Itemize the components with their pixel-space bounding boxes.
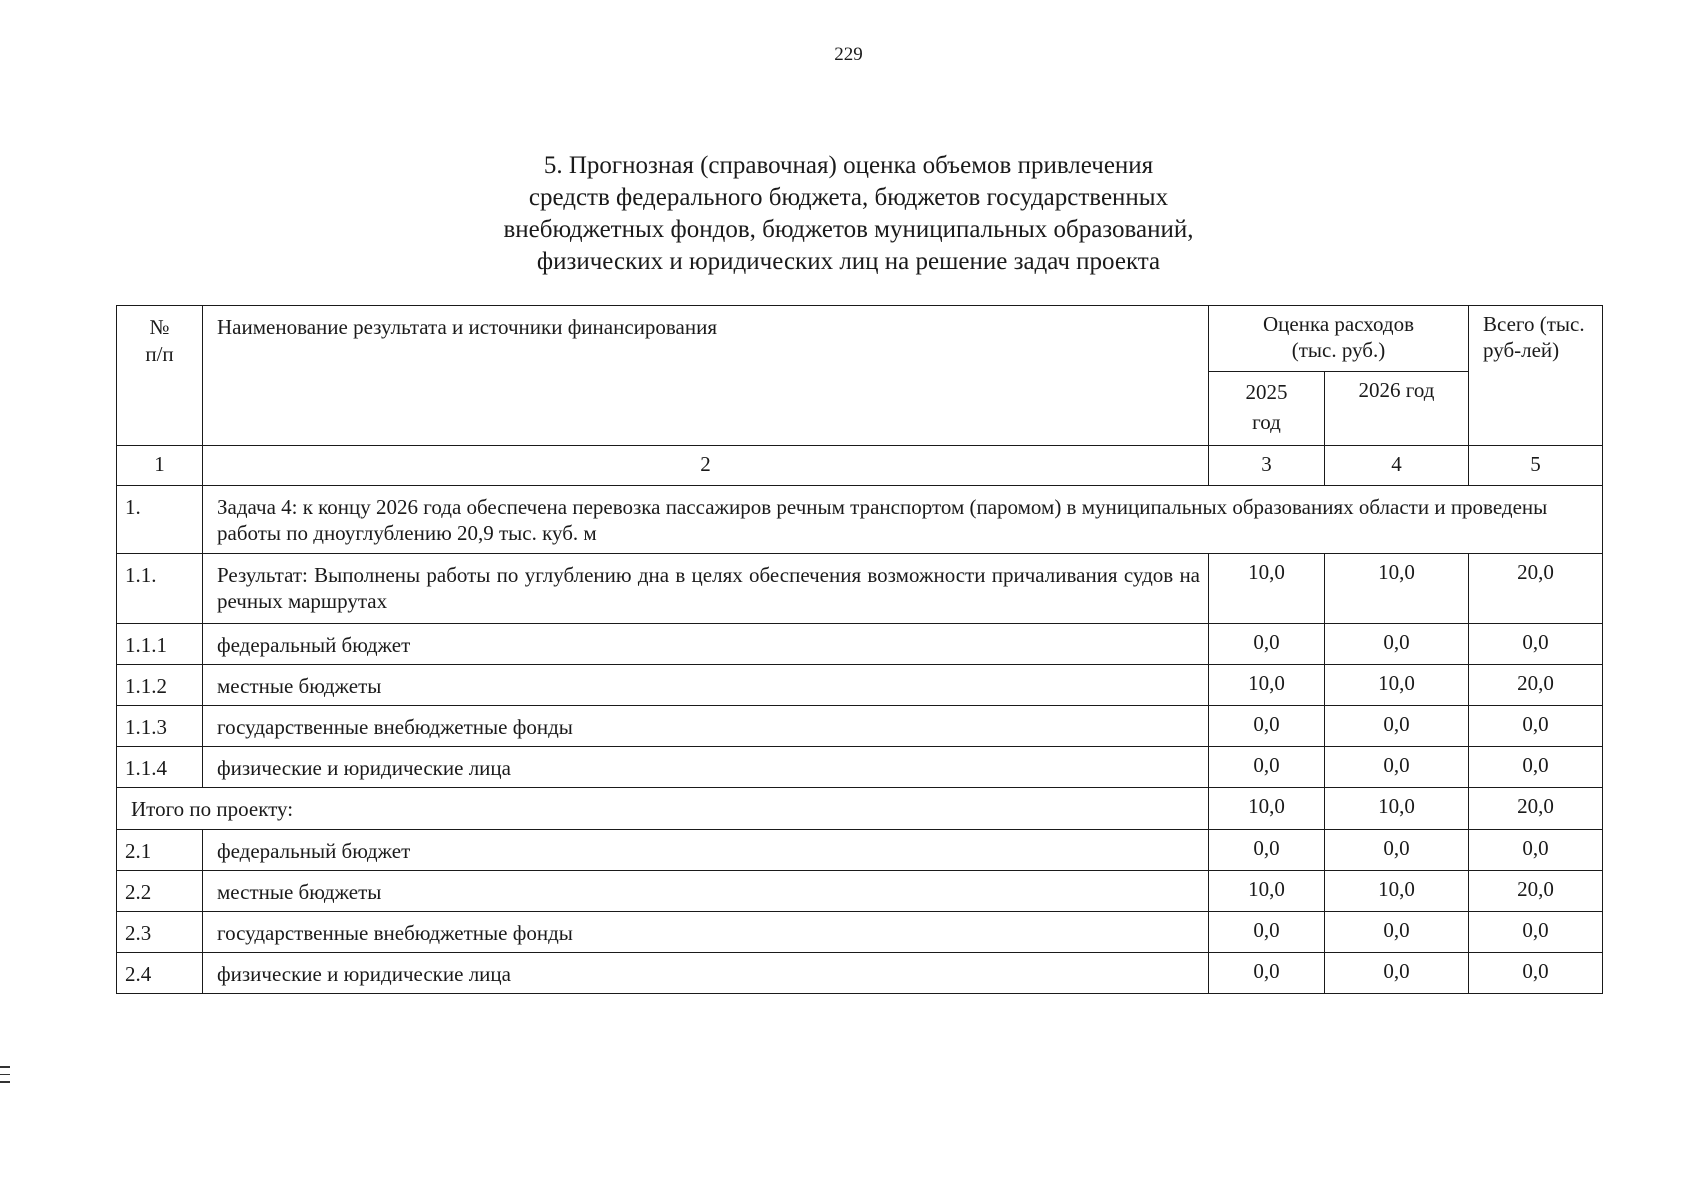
table-row xyxy=(117,953,1603,994)
header-name: Наименование результата и источники финансирования xyxy=(203,306,1209,446)
source-name: местные бюджеты xyxy=(203,665,1209,706)
result-name: Результат: Выполнены работы по углублению дна в целях обеспечения возможности причаливания судов на речных маршрутах xyxy=(203,554,1209,624)
value-2026: 10,0 xyxy=(1325,871,1469,912)
table-row xyxy=(117,665,1603,706)
project-total-row xyxy=(117,788,1603,830)
value-2026: 0,0 xyxy=(1325,706,1469,747)
column-numbers-row xyxy=(117,446,1603,486)
value-total: 0,0 xyxy=(1469,624,1603,665)
column-number: 3 xyxy=(1209,446,1325,486)
source-name: федеральный бюджет xyxy=(203,830,1209,871)
row-number: 2.4 xyxy=(117,953,203,994)
value-total: 20,0 xyxy=(1469,665,1603,706)
header-total: Всего (тыс. руб-лей) xyxy=(1469,306,1603,446)
table-row xyxy=(117,871,1603,912)
source-name: местные бюджеты xyxy=(203,871,1209,912)
source-name: государственные внебюджетные фонды xyxy=(203,912,1209,953)
value-total: 0,0 xyxy=(1469,747,1603,788)
value-2026: 0,0 xyxy=(1325,624,1469,665)
value-2025: 0,0 xyxy=(1209,624,1325,665)
source-name: физические и юридические лица xyxy=(203,747,1209,788)
value-2025: 0,0 xyxy=(1209,830,1325,871)
value-total: 20,0 xyxy=(1469,871,1603,912)
header-num: № п/п xyxy=(117,306,203,446)
value-2025: 10,0 xyxy=(1209,871,1325,912)
value-2026: 0,0 xyxy=(1325,830,1469,871)
value-2026: 10,0 xyxy=(1325,665,1469,706)
row-number: 1.1.1 xyxy=(117,624,203,665)
row-number: 1.1.2 xyxy=(117,665,203,706)
financing-table xyxy=(116,305,1603,994)
task-text: Задача 4: к концу 2026 года обеспечена перевозка пассажиров речным транспортом (паромом) в муниципальных образованиях области и проведены работы по дноуглублению 20,9 тыс. куб. м xyxy=(203,486,1603,554)
value-total: 0,0 xyxy=(1469,912,1603,953)
value-2025: 10,0 xyxy=(1209,665,1325,706)
value-total: 20,0 xyxy=(1469,554,1603,624)
table-row xyxy=(117,912,1603,953)
header-2025: 2025 год xyxy=(1209,372,1325,446)
row-number: 2.1 xyxy=(117,830,203,871)
column-number: 1 xyxy=(117,446,203,486)
row-number: 2.2 xyxy=(117,871,203,912)
source-name: физические и юридические лица xyxy=(203,953,1209,994)
row-number: 1.1.4 xyxy=(117,747,203,788)
value-2026: 10,0 xyxy=(1325,554,1469,624)
value-2026: 10,0 xyxy=(1325,788,1469,830)
page-number: 229 xyxy=(834,44,863,65)
source-name: государственные внебюджетные фонды xyxy=(203,706,1209,747)
row-number: 2.3 xyxy=(117,912,203,953)
task-row xyxy=(117,486,1603,554)
task-number: 1. xyxy=(117,486,203,554)
header-2026: 2026 год xyxy=(1325,372,1469,446)
title-line: физических и юридических лиц на решение задач проекта xyxy=(536,248,1161,275)
result-row xyxy=(117,554,1603,624)
title-line: 5. Прогнозная (справочная) оценка объемов привлечения xyxy=(543,152,1154,179)
row-number: 1.1.3 xyxy=(117,706,203,747)
table-row xyxy=(117,830,1603,871)
value-2026: 0,0 xyxy=(1325,747,1469,788)
header-row xyxy=(117,306,1603,372)
table-row xyxy=(117,706,1603,747)
value-2026: 0,0 xyxy=(1325,953,1469,994)
source-name: федеральный бюджет xyxy=(203,624,1209,665)
table-row xyxy=(117,747,1603,788)
section-title xyxy=(0,150,1697,278)
title-line: средств федерального бюджета, бюджетов государственных xyxy=(528,184,1169,211)
column-number: 5 xyxy=(1469,446,1603,486)
value-2025: 0,0 xyxy=(1209,953,1325,994)
value-total: 0,0 xyxy=(1469,953,1603,994)
row-number: 1.1. xyxy=(117,554,203,624)
value-total: 0,0 xyxy=(1469,830,1603,871)
value-total: 20,0 xyxy=(1469,788,1603,830)
column-number: 4 xyxy=(1325,446,1469,486)
value-2025: 0,0 xyxy=(1209,706,1325,747)
binding-marks xyxy=(0,1066,10,1092)
header-estimate: Оценка расходов (тыс. руб.) xyxy=(1209,306,1469,372)
value-2025: 0,0 xyxy=(1209,747,1325,788)
value-2025: 10,0 xyxy=(1209,554,1325,624)
value-2026: 0,0 xyxy=(1325,912,1469,953)
column-number: 2 xyxy=(203,446,1209,486)
value-total: 0,0 xyxy=(1469,706,1603,747)
title-line: внебюджетных фондов, бюджетов муниципальных образований, xyxy=(503,216,1194,243)
value-2025: 0,0 xyxy=(1209,912,1325,953)
value-2025: 10,0 xyxy=(1209,788,1325,830)
table-row xyxy=(117,624,1603,665)
project-total-label: Итого по проекту: xyxy=(117,788,1209,830)
